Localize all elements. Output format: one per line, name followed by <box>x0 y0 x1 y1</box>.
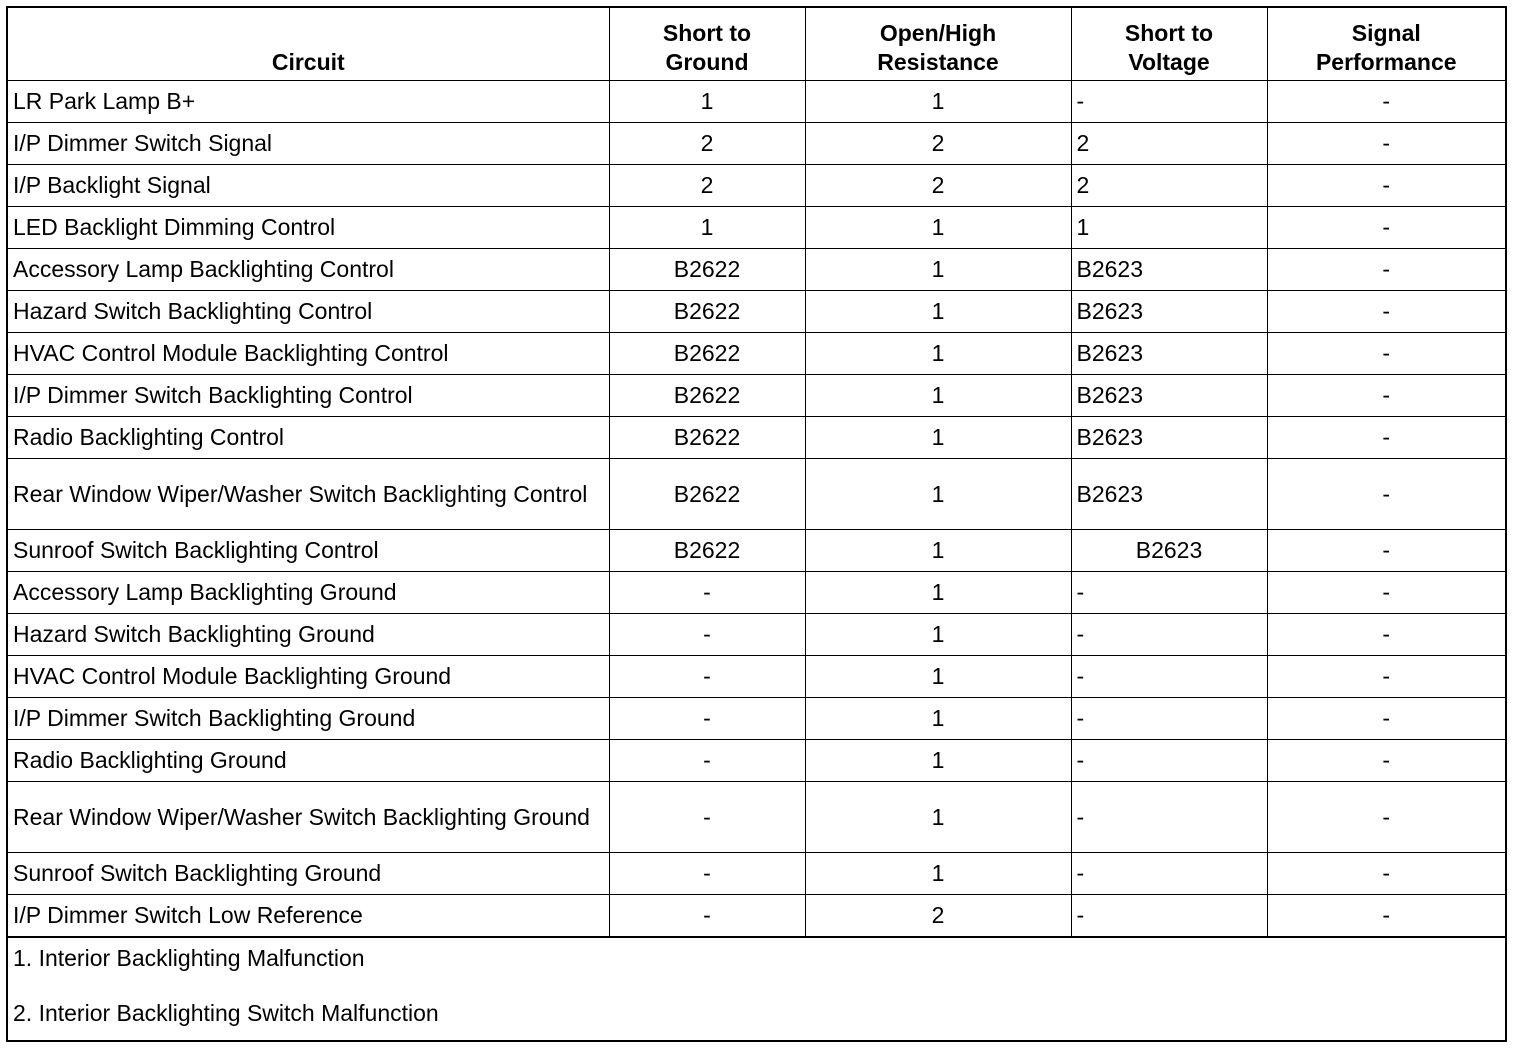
cell-short-to-ground: - <box>609 853 805 895</box>
header-short-to-ground-line: Ground <box>665 49 749 75</box>
cell-short-to-ground: B2622 <box>609 375 805 417</box>
header-signal-performance <box>1267 8 1505 81</box>
cell-open-high-resistance: 1 <box>805 572 1071 614</box>
cell-short-to-voltage: B2623 <box>1071 459 1267 530</box>
cell-open-high-resistance: 1 <box>805 530 1071 572</box>
cell-short-to-ground: - <box>609 698 805 740</box>
cell-open-high-resistance: 1 <box>805 81 1071 123</box>
cell-short-to-ground: 2 <box>609 165 805 207</box>
footnote-1: 1. Interior Backlighting Malfunction <box>13 945 365 971</box>
cell-signal-performance: - <box>1267 656 1505 698</box>
header-short-to-voltage-line: Voltage <box>1128 49 1210 75</box>
cell-circuit: Sunroof Switch Backlighting Ground <box>8 853 609 895</box>
header-short-to-voltage <box>1071 8 1267 81</box>
header-short-to-voltage-line: Short to <box>1124 20 1214 46</box>
table-row <box>8 333 1505 375</box>
footnotes <box>8 937 1505 1028</box>
dtc-circuit-table <box>8 8 1505 937</box>
table-row <box>8 853 1505 895</box>
cell-short-to-ground: 1 <box>609 207 805 249</box>
table-row <box>8 249 1505 291</box>
cell-open-high-resistance: 1 <box>805 782 1071 853</box>
cell-signal-performance: - <box>1267 614 1505 656</box>
cell-short-to-voltage: B2623 <box>1071 530 1267 572</box>
table-row <box>8 698 1505 740</box>
table-row <box>8 572 1505 614</box>
cell-open-high-resistance: 2 <box>805 123 1071 165</box>
table-row <box>8 291 1505 333</box>
cell-signal-performance: - <box>1267 207 1505 249</box>
table-row <box>8 417 1505 459</box>
cell-short-to-voltage: - <box>1071 572 1267 614</box>
cell-open-high-resistance: 1 <box>805 740 1071 782</box>
cell-open-high-resistance: 1 <box>805 333 1071 375</box>
cell-short-to-ground: B2622 <box>609 333 805 375</box>
cell-circuit: Hazard Switch Backlighting Ground <box>8 614 609 656</box>
cell-signal-performance: - <box>1267 249 1505 291</box>
cell-short-to-voltage: B2623 <box>1071 375 1267 417</box>
cell-open-high-resistance: 1 <box>805 207 1071 249</box>
cell-short-to-ground: 1 <box>609 81 805 123</box>
cell-open-high-resistance: 1 <box>805 853 1071 895</box>
table-row <box>8 207 1505 249</box>
cell-short-to-voltage: - <box>1071 782 1267 853</box>
table-body <box>8 81 1505 937</box>
cell-short-to-ground: B2622 <box>609 459 805 530</box>
cell-circuit: Accessory Lamp Backlighting Ground <box>8 572 609 614</box>
cell-short-to-ground: - <box>609 895 805 937</box>
cell-signal-performance: - <box>1267 375 1505 417</box>
header-circuit-line: Circuit <box>271 49 345 75</box>
cell-signal-performance: - <box>1267 895 1505 937</box>
cell-short-to-voltage: - <box>1071 614 1267 656</box>
cell-signal-performance: - <box>1267 123 1505 165</box>
cell-short-to-voltage: B2623 <box>1071 417 1267 459</box>
cell-circuit: HVAC Control Module Backlighting Control <box>8 333 609 375</box>
cell-short-to-voltage: - <box>1071 698 1267 740</box>
table-row <box>8 375 1505 417</box>
cell-short-to-voltage: - <box>1071 81 1267 123</box>
footnote-2: 2. Interior Backlighting Switch Malfunction <box>13 1000 439 1026</box>
cell-signal-performance: - <box>1267 459 1505 530</box>
cell-open-high-resistance: 1 <box>805 698 1071 740</box>
table-row <box>8 123 1505 165</box>
cell-short-to-voltage: - <box>1071 656 1267 698</box>
cell-signal-performance: - <box>1267 81 1505 123</box>
cell-circuit: I/P Dimmer Switch Signal <box>8 123 609 165</box>
cell-short-to-voltage: - <box>1071 853 1267 895</box>
cell-open-high-resistance: 1 <box>805 614 1071 656</box>
table-row <box>8 782 1505 853</box>
cell-signal-performance: - <box>1267 698 1505 740</box>
cell-signal-performance: - <box>1267 740 1505 782</box>
cell-short-to-voltage: 2 <box>1071 123 1267 165</box>
header-row <box>8 8 1505 81</box>
cell-signal-performance: - <box>1267 530 1505 572</box>
dtc-circuit-table-frame <box>6 6 1507 1042</box>
cell-short-to-voltage: B2623 <box>1071 333 1267 375</box>
cell-short-to-ground: - <box>609 656 805 698</box>
cell-circuit: Rear Window Wiper/Washer Switch Backlighting Ground <box>8 782 609 853</box>
cell-circuit: LR Park Lamp B+ <box>8 81 609 123</box>
cell-open-high-resistance: 2 <box>805 165 1071 207</box>
table-row <box>8 459 1505 530</box>
header-signal-performance-line: Performance <box>1315 49 1457 75</box>
header-open-high-resistance <box>805 8 1071 81</box>
cell-open-high-resistance: 1 <box>805 459 1071 530</box>
header-signal-performance-line: Signal <box>1351 20 1421 46</box>
cell-circuit: I/P Dimmer Switch Low Reference <box>8 895 609 937</box>
cell-circuit: HVAC Control Module Backlighting Ground <box>8 656 609 698</box>
cell-signal-performance: - <box>1267 333 1505 375</box>
cell-circuit: I/P Dimmer Switch Backlighting Control <box>8 375 609 417</box>
cell-short-to-voltage: - <box>1071 895 1267 937</box>
cell-circuit: Radio Backlighting Ground <box>8 740 609 782</box>
header-short-to-ground <box>609 8 805 81</box>
cell-signal-performance: - <box>1267 291 1505 333</box>
cell-open-high-resistance: 1 <box>805 291 1071 333</box>
header-circuit <box>8 8 609 81</box>
header-open-high-resistance-line: Resistance <box>877 49 999 75</box>
cell-short-to-ground: - <box>609 614 805 656</box>
cell-short-to-voltage: 2 <box>1071 165 1267 207</box>
table-row <box>8 895 1505 937</box>
cell-signal-performance: - <box>1267 572 1505 614</box>
cell-open-high-resistance: 2 <box>805 895 1071 937</box>
cell-signal-performance: - <box>1267 782 1505 853</box>
table-header <box>8 8 1505 81</box>
cell-short-to-voltage: - <box>1071 740 1267 782</box>
cell-circuit: I/P Backlight Signal <box>8 165 609 207</box>
cell-short-to-ground: B2622 <box>609 249 805 291</box>
cell-signal-performance: - <box>1267 417 1505 459</box>
cell-circuit: LED Backlight Dimming Control <box>8 207 609 249</box>
table-row <box>8 165 1505 207</box>
cell-open-high-resistance: 1 <box>805 375 1071 417</box>
table-row <box>8 740 1505 782</box>
header-open-high-resistance-line: Open/High <box>879 20 997 46</box>
cell-short-to-ground: B2622 <box>609 417 805 459</box>
cell-signal-performance: - <box>1267 165 1505 207</box>
cell-short-to-voltage: B2623 <box>1071 249 1267 291</box>
cell-short-to-voltage: B2623 <box>1071 291 1267 333</box>
cell-circuit: Rear Window Wiper/Washer Switch Backlighting Control <box>8 459 609 530</box>
cell-short-to-ground: - <box>609 782 805 853</box>
cell-circuit: Accessory Lamp Backlighting Control <box>8 249 609 291</box>
cell-short-to-ground: 2 <box>609 123 805 165</box>
table-row <box>8 614 1505 656</box>
cell-circuit: Hazard Switch Backlighting Control <box>8 291 609 333</box>
cell-circuit: I/P Dimmer Switch Backlighting Ground <box>8 698 609 740</box>
cell-signal-performance: - <box>1267 853 1505 895</box>
cell-open-high-resistance: 1 <box>805 249 1071 291</box>
cell-short-to-ground: B2622 <box>609 291 805 333</box>
cell-circuit: Radio Backlighting Control <box>8 417 609 459</box>
cell-short-to-voltage: 1 <box>1071 207 1267 249</box>
header-short-to-ground-line: Short to <box>662 20 752 46</box>
table-row <box>8 530 1505 572</box>
cell-short-to-ground: B2622 <box>609 530 805 572</box>
table-row <box>8 81 1505 123</box>
cell-open-high-resistance: 1 <box>805 656 1071 698</box>
cell-short-to-ground: - <box>609 572 805 614</box>
table-row <box>8 656 1505 698</box>
cell-circuit: Sunroof Switch Backlighting Control <box>8 530 609 572</box>
cell-short-to-ground: - <box>609 740 805 782</box>
cell-open-high-resistance: 1 <box>805 417 1071 459</box>
